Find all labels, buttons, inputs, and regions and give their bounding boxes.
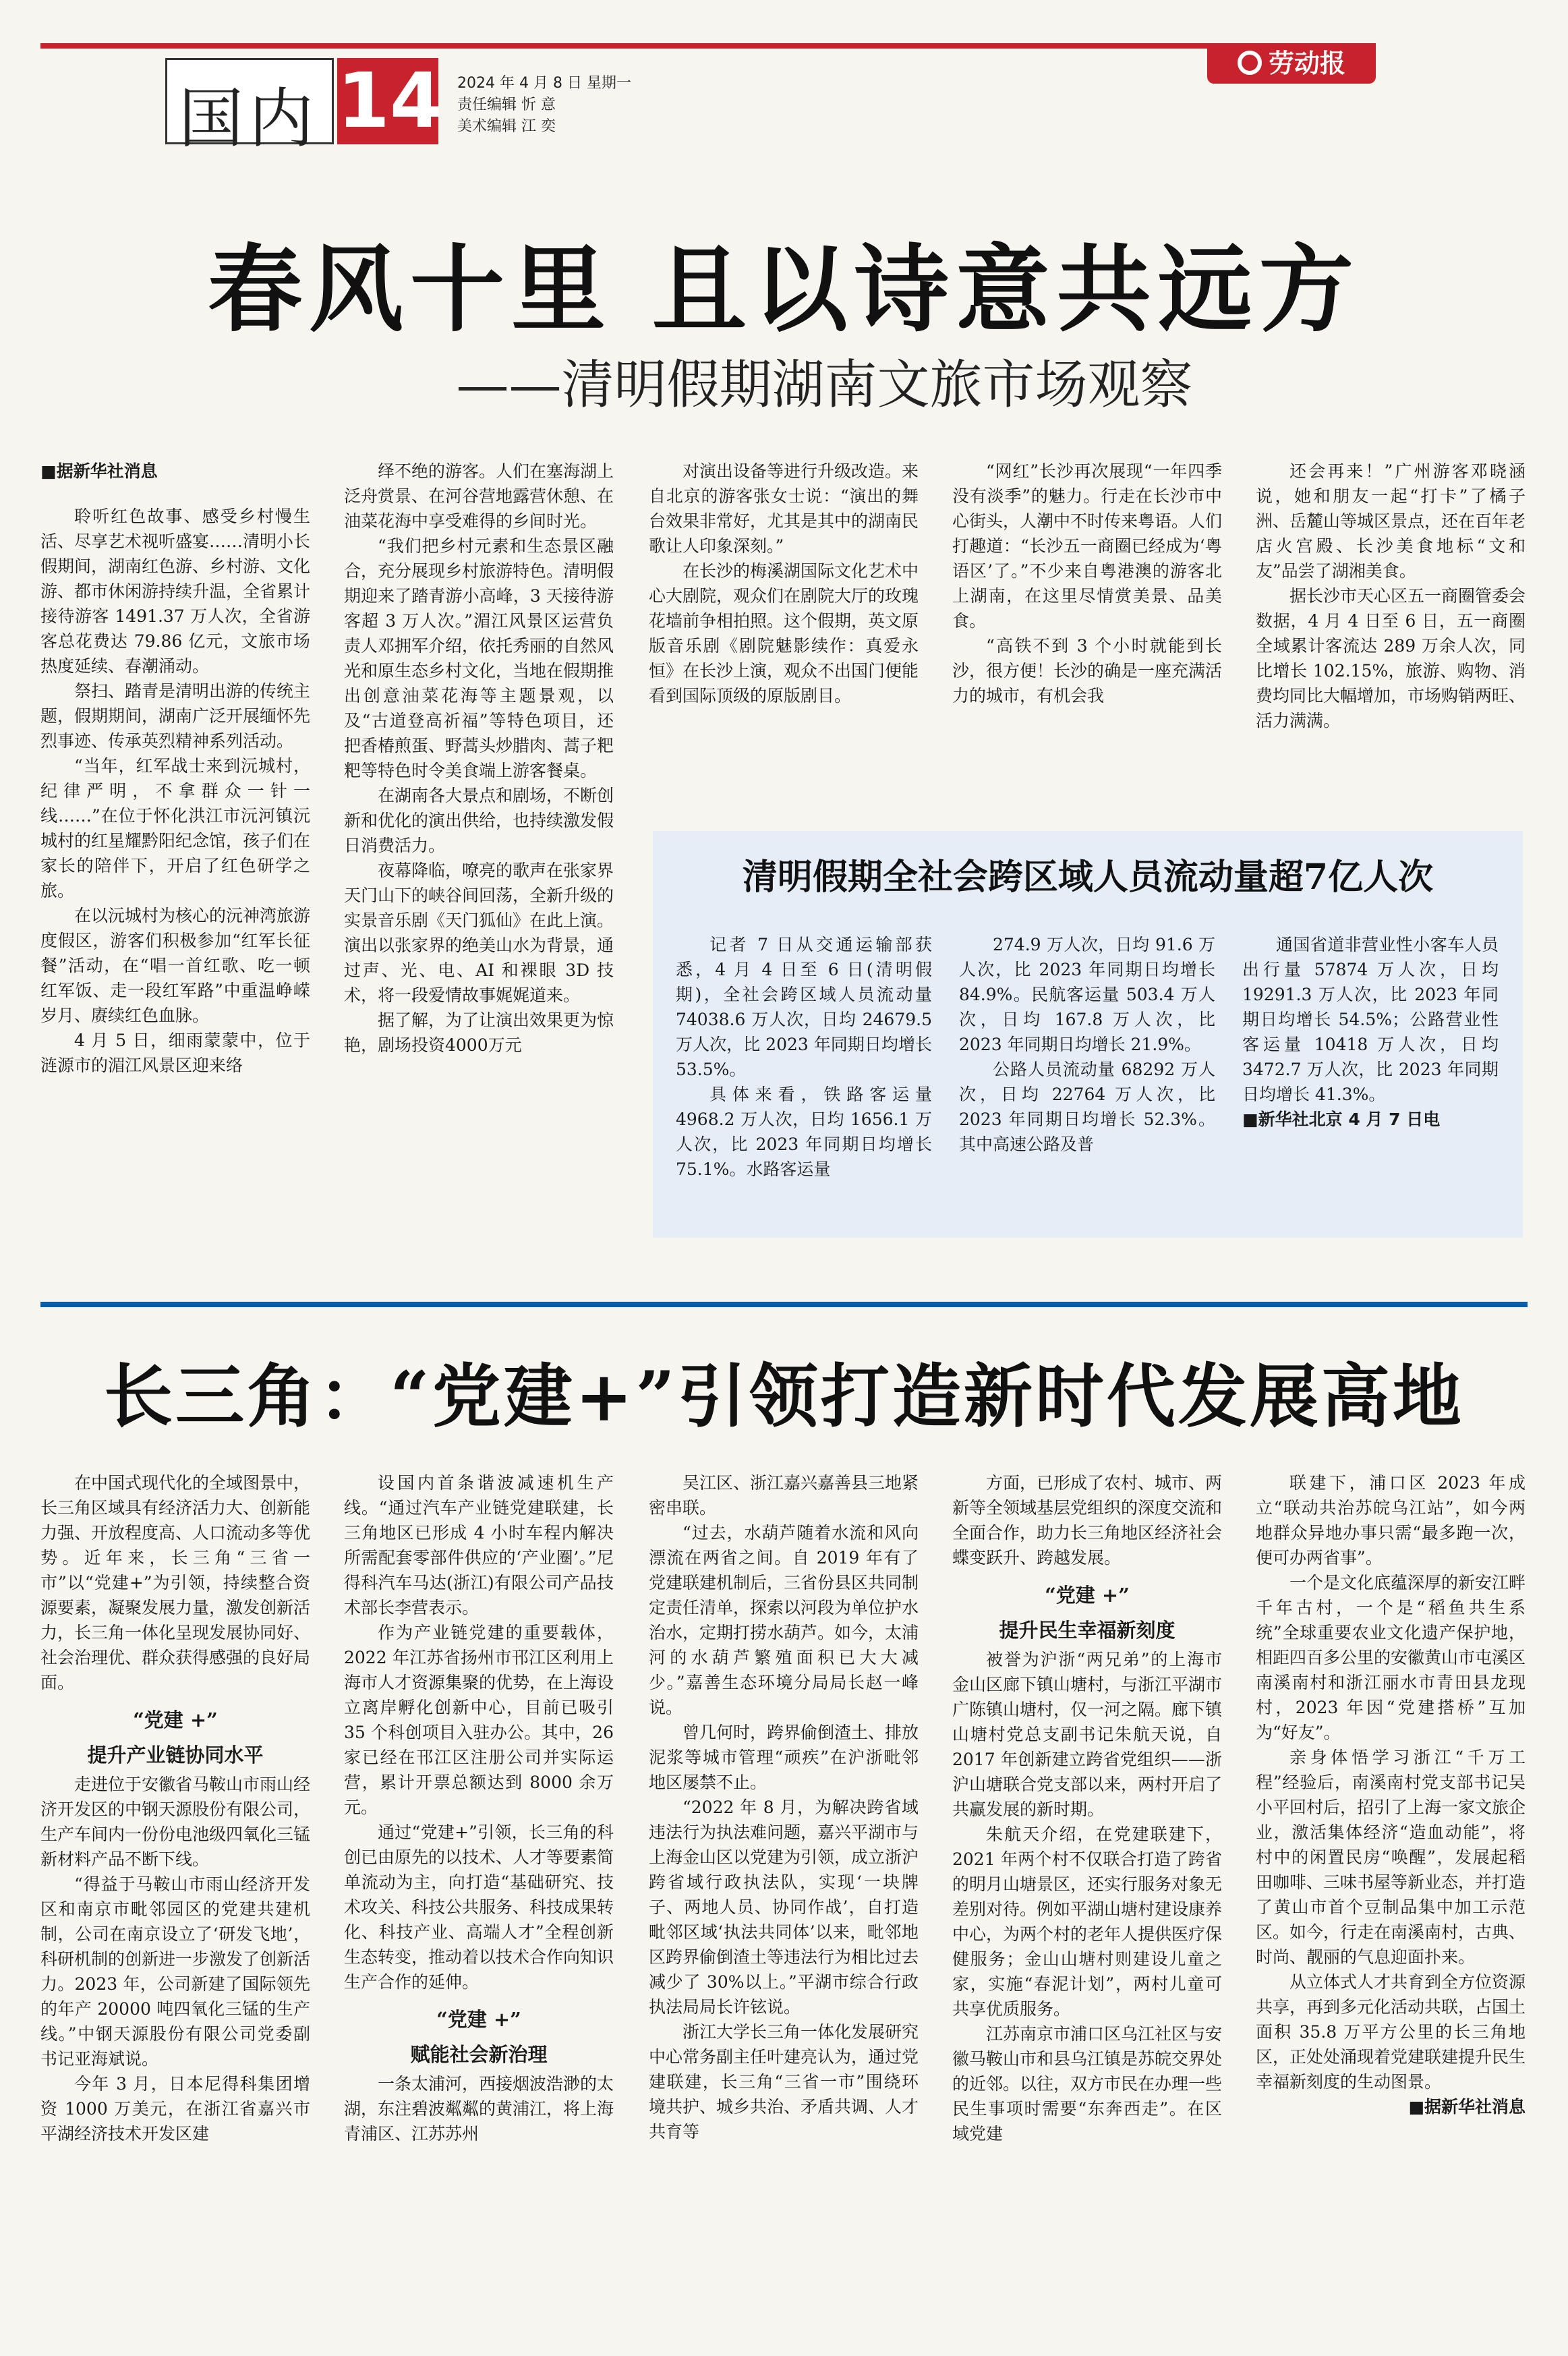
subheading-line1: “党建 +” [1045,1584,1130,1607]
article1-column-1 [40,459,310,1078]
paragraph: 曾几何时，跨界偷倒渣土、排放泥浆等城市管理“顽疾”在沪浙毗邻地区屡禁不止。 [649,1723,919,1792]
paragraph: 走进位于安徽省马鞍山市雨山经济开发区的中钢天源股份有限公司，生产车间内一份份电池级四氧化三锰新材料产品不断下线。 [40,1775,311,1869]
paragraph: 祭扫、踏青是清明出游的传统主题，假期期间，湖南广泛开展缅怀先烈事迹、传承英烈精神系列活动。 [40,681,311,751]
article1-column-3 [649,459,919,708]
paragraph: 浙江大学长三角一体化发展研究中心常务副主任叶建亮认为，通过党建联建，长三角“三省一市”围绕环境共护、城乡共治、矛盾共调、人才共育等 [649,2022,919,2142]
article2-column-3 [649,1470,919,2144]
article2-column-1 [40,1470,310,2146]
paragraph: 还会再来！”广州游客邓晓涵说，她和朋友一起“打卡”了橘子洲、岳麓山等城区景点，还在百年老店火宫殿、长沙美食地标“文和友”品尝了湖湘美食。 [1256,461,1526,581]
article2-column-5 [1256,1470,1526,2119]
paragraph: 在以沅城村为核心的沅神湾旅游度假区，游客们积极参加“红军长征餐”活动，在“唱一首红歌、吃一顿红军饭、走一段红军路”中重温峥嵘岁月、赓续红色血脉。 [40,906,311,1025]
article1-column-5 [1256,459,1526,733]
sidebar-column-2 [959,932,1215,1157]
sidebar-column-3 [1242,932,1499,1132]
section-divider [40,1302,1528,1307]
sidebar-column-1 [676,932,932,1182]
article2-column-2 [344,1470,614,2146]
newspaper-logo [1207,43,1376,84]
paragraph: 记者 7 日从交通运输部获悉，4 月 4 日至 6 日(清明假期)，全社会跨区域人员流动量 74038.6 万人次，日均 24679.5 万人次，比 2023 年同期日均增长 53.5%。 [676,935,932,1079]
paragraph: 吴江区、浙江嘉兴嘉善县三地紧密串联。 [649,1473,919,1518]
paragraph: 据了解，为了让演出效果更为惊艳，剧场投资4000万元 [344,1010,614,1055]
masthead-meta [457,73,631,138]
paragraph: “网红”长沙再次展现“一年四季没有淡季”的魅力。行走在长沙市中心街头，人潮中不时传来粤语。人们打趣道：“长沙五一商圈已经成为‘粤语区’了。”不少来自粤港澳的游客北上湖南，在这里尽情赏美景、品美食。 [952,461,1223,631]
paragraph: 亲身体悟学习浙江“千万工程”经验后，南溪南村党支部书记吴小平回村后，招引了上海一家文旅企业，激活集体经济“造血动能”，将村中的闲置民房“唤醒”，发展起稻田咖啡、三味书屋等新业态，并打造了黄山市首个豆制品集中加工示范区。如今，行走在南溪南村，古典、时尚、靓丽的气息迎面扑来。 [1256,1748,1526,1967]
article1-source: ■据新华社消息 [40,461,158,481]
article2-title: 长三角：“党建+”引领打造新时代发展高地 [104,1356,1464,1437]
subheading-line2: 提升产业链协同水平 [87,1744,264,1766]
paragraph: 联建下，浦口区 2023 年成立“联动共治苏皖乌江站”，如今两地群众异地办事只需“最多跑一次，便可办两省事”。 [1256,1473,1526,1568]
paragraph: 在长沙的梅溪湖国际文化艺术中心大剧院，观众们在剧院大厅的玫瑰花墙前争相拍照。这个假期，英文原版音乐剧《剧院魅影续作：真爱永恒》在长沙上演，观众不出国门便能看到国际顶级的原版剧目。 [649,561,919,706]
paragraph: 今年 3 月，日本尼得科集团增资 1000 万美元，在浙江省嘉兴市平湖经济技术开发区建 [40,2074,310,2144]
issue-date: 2024 年 4 月 8 日 星期一 [457,75,631,92]
paragraph: 通过“党建+”引领，长三角的科创已由原先的以技术、人才等要素简单流动为主，向打造“基础研究、技术攻关、科技公共服务、科技成果转化、科技产业、高端人才”全程创新生态转变，推动着以技术合作向知识生产合作的延伸。 [344,1822,614,1992]
subheading-line2: 提升民生幸福新刻度 [999,1619,1175,1642]
subheading-line1: “党建 +” [133,1708,218,1731]
subheading-line2: 赋能社会新治理 [410,2043,548,2066]
paragraph: 具体来看，铁路客运量 4968.2 万人次，日均 1656.1 万人次，比 2023 年同期日均增长 75.1%。水路客运量 [676,1085,932,1179]
paragraph: “我们把乡村元素和生态景区融合，充分展现乡村旅游特色。清明假期迎来了踏青游小高峰，3 天接待游客超 3 万人次。”湄江风景区运营负责人邓拥军介绍，依托秀丽的自然风光和原生态乡村文化，当地在假期推出创意油菜花海等主题景观，以及“古道登高祈福”等特色项目，还把香椿煎蛋、野蒿头炒腊肉、蒿子粑粑等特色时令美食端上游客餐桌。 [344,536,614,780]
section-name: 国内 [179,81,319,156]
sidebar-title: 清明假期全社会跨区域人员流动量超7亿人次 [742,857,1434,898]
paragraph: 作为产业链党建的重要载体，2022 年江苏省扬州市邗江区利用上海市人才资源集聚的优势，在上海设立离岸孵化创新中心，目前已吸引 35 个科创项目入驻办公。其中，26 家已经在邗江区注册公司并实际运营，累计开票总额达到 8000 余万元。 [344,1623,614,1817]
article2-column-4 [952,1470,1222,2146]
logo-text: 劳动报 [1268,48,1345,78]
paragraph: 274.9 万人次，日均 91.6 万人次，比 2023 年同期日均增长 84.9%。民航客运量 503.4 万人次，日均 167.8 万人次，比 2023 年同期日均增长 21.9%。 [959,935,1215,1054]
top-rule [40,43,1207,49]
paragraph: “过去，水葫芦随着水流和风向漂流在两省之间。自 2019 年有了党建联建机制后，三省份县区共同制定责任清单，探索以河段为单位护水治水，定期打捞水葫芦。如今，太浦河的水葫芦繁殖面积已大大减少。”嘉善生态环境分局局长赵一峰说。 [649,1523,919,1717]
editor-credit: 责任编辑 忻 意 [457,96,556,113]
article1-column-4 [952,459,1222,708]
sidebar-source: ■新华社北京 4 月 7 日电 [1242,1110,1441,1129]
paragraph: 公路人员流动量 68292 万人次，日均 22764 万人次，比 2023 年同期日均增长 52.3%。其中高速公路及普 [959,1060,1215,1154]
paragraph: “当年，红军战士来到沅城村，纪律严明，不拿群众一针一线……”在位于怀化洪江市沅河镇沅城村的红星耀黔阳纪念馆，孩子们在家长的陪伴下，开启了红色研学之旅。 [40,756,311,900]
article1-subtitle: ——清明假期湖南文旅市场观察 [456,355,1193,415]
paragraph: 夜幕降临，嘹亮的歌声在张家界天门山下的峡谷间回荡，全新升级的实景音乐剧《天门狐仙》在此上演。演出以张家界的绝美山水为背景，通过声、光、电、AI 和裸眼 3D 技术，将一段爱情故事娓娓道来。 [344,861,614,1005]
paragraph: 对演出设备等进行升级改造。来自北京的游客张女士说：“演出的舞台效果非常好，尤其是其中的湖南民歌让人印象深刻。” [649,461,919,556]
paragraph: 一个是文化底蕴深厚的新安江畔千年古村，一个是“稻鱼共生系统”全球重要农业文化遗产保护地，相距四百多公里的安徽黄山市屯溪区南溪南村和浙江丽水市青田县龙现村，2023 年因“党建搭桥”互加为“好友”。 [1256,1573,1526,1742]
paragraph: 聆听红色故事、感受乡村慢生活、尽享艺术视听盛宴……清明小长假期间，湖南红色游、乡村游、文化游、都市休闲游持续升温，全省累计接待游客 1491.37 万人次，全省游客总花费达 79.86 亿元，文旅市场热度延续、春潮涌动。 [40,507,311,676]
page-number: 14 [337,57,442,145]
paragraph: 从立体式人才共育到全方位资源共享，再到多元化活动共联，占国土面积 35.8 万平方公里的长三角地区，正处处涌现着党建联建提升民生幸福新刻度的生动图景。 [1256,1972,1526,2092]
article1-column-2 [344,459,614,1058]
paragraph: “得益于马鞍山市雨山经济开发区和南京市毗邻园区的党建共建机制，公司在南京设立了‘研发飞地’，科研机制的创新进一步激发了创新活力。2023 年，公司新建了国际领先的年产 20000 吨四氧化三锰的生产线。”中钢天源股份有限公司党委副书记亚海斌说。 [40,1874,311,2069]
subheading-line1: “党建 +” [436,2008,521,2031]
paragraph: 在中国式现代化的全域图景中，长三角区域具有经济活力大、创新能力强、开放程度高、人口流动多等优势。近年来，长三角“三省一市”以“党建+”为引领，持续整合资源要素，凝聚发展力量，激发创新活力，长三角一体化呈现发展协同好、社会治理优、群众获得感强的良好局面。 [40,1473,311,1692]
paragraph: 通国省道非营业性小客车人员出行量 57874 万人次，日均 19291.3 万人次，比 2023 年同期日均增长 54.5%；公路营业性客运量 10418 万人次，日均 3472.7 万人次，比 2023 年同期日均增长 41.3%。 [1242,935,1499,1104]
paragraph: 江苏南京市浦口区乌江社区与安徽马鞍山市和县乌江镇是苏皖交界处的近邻。以往，双方市民在办理一些民生事项时需要“东奔西走”。在区域党建 [952,2024,1223,2144]
logo-icon [1238,51,1262,75]
paragraph: 一条太浦河，西接烟波浩渺的太湖，东注碧波粼粼的黄浦江，将上海青浦区、江苏苏州 [344,2074,614,2144]
paragraph: 设国内首条谐波减速机生产线。“通过汽车产业链党建联建，长三角地区已形成 4 小时车程内解决所需配套零部件供应的‘产业圈’。”尼得科汽车马达(浙江)有限公司产品技术部长李营表示。 [344,1473,614,1617]
paragraph: 方面，已形成了农村、城市、两新等全领域基层党组织的深度交流和全面合作，助力长三角地区经济社会蝶变跃升、跨越发展。 [952,1473,1223,1568]
article2-source: ■据新华社消息 [1408,2097,1526,2117]
paragraph: 据长沙市天心区五一商圈管委会数据，4 月 4 日至 6 日，五一商圈全域累计客流达 289 万余人次，同比增长 102.15%，旅游、购物、消费均同比大幅增加，市场购销两旺、活力满满。 [1256,586,1526,730]
paragraph: 绎不绝的游客。人们在塞海湖上泛舟赏景、在河谷营地露营休憩、在油菜花海中享受难得的乡间时光。 [344,461,614,531]
paragraph: 被誉为沪浙“两兄弟”的上海市金山区廊下镇山塘村，与浙江平湖市广陈镇山塘村，仅一河之隔。廊下镇山塘村党总支副书记朱航天说，自 2017 年创新建立跨省党组织——浙沪山塘联合党支部以来，两村开启了共赢发展的新时期。 [952,1650,1223,1819]
article1-title: 春风十里 且以诗意共远方 [208,235,1360,345]
art-editor-credit: 美术编辑 江 奕 [457,118,556,135]
paragraph: “2022 年 8 月，为解决跨省域违法行为执法难问题，嘉兴平湖市与上海金山区以党建为引领，成立浙沪跨省域行政执法队，实现‘一块牌子、两地人员、协同作战’，自打造毗邻区域‘执法共同体’以来，毗邻地区跨界偷倒渣土等违法行为相比过去减少了 30%以上。”平湖市综合行政执法局局长许铉说。 [649,1798,919,2017]
paragraph: 朱航天介绍，在党建联建下，2021 年两个村不仅联合打造了跨省的明月山塘景区，还实行服务对象无差别对待。例如平湖山塘村建设康养中心，为两个村的老年人提供医疗保健服务；金山山塘村则建设儿童之家，实施“春泥计划”，两村儿童可共享优质服务。 [952,1825,1223,2019]
paragraph: 在湖南各大景点和剧场，不断创新和优化的演出供给，也持续激发假日消费活力。 [344,786,614,855]
paragraph: “高铁不到 3 个小时就能到长沙，很方便！长沙的确是一座充满活力的城市，有机会我 [952,636,1223,706]
paragraph: 4 月 5 日，细雨蒙蒙中，位于涟源市的湄江风景区迎来络 [40,1031,310,1075]
